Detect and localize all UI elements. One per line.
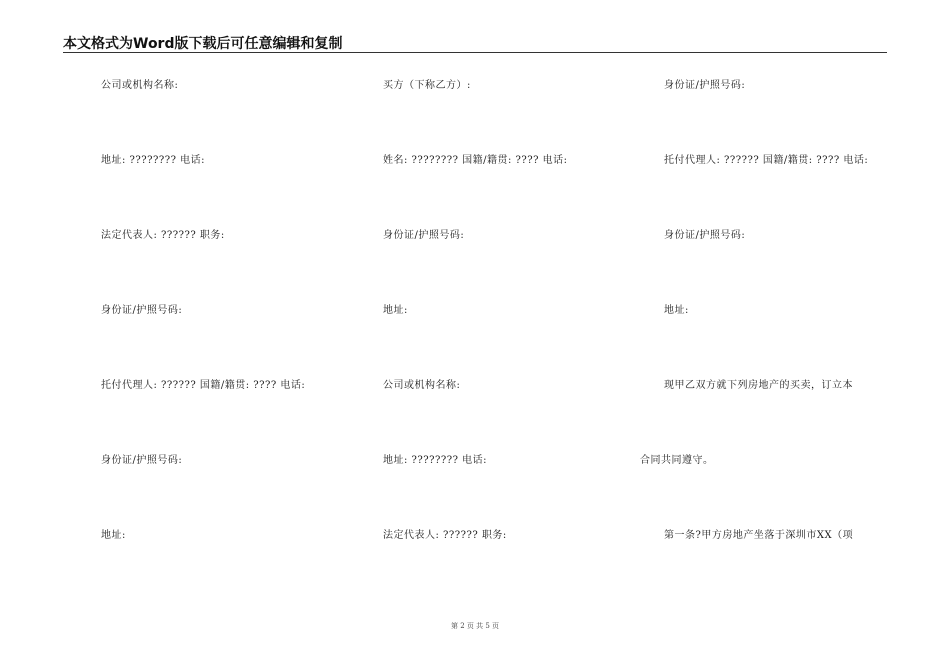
page-number-footer: 第 2 页 共 5 页 (450, 622, 500, 630)
col2-address: 地址: (383, 305, 408, 316)
col2-id-passport: 身份证/护照号码: (383, 230, 465, 241)
col3-id-passport: 身份证/护照号码: (664, 80, 746, 91)
col3-agent: 托付代理人: ?????? 国籍/籍贯: ???? 电话: (664, 155, 869, 166)
col1-id-passport: 身份证/护照号码: (101, 305, 183, 316)
col2-legal-representative: 法定代表人: ?????? 职务: (383, 530, 507, 541)
col1-legal-representative: 法定代表人: ?????? 职务: (101, 230, 225, 241)
col2-name-nationality-phone: 姓名: ???????? 国籍/籍贯: ???? 电话: (383, 155, 568, 166)
col1-company-name: 公司或机构名称: (101, 80, 179, 91)
col2-address-phone: 地址: ???????? 电话: (383, 455, 487, 466)
col2-company-name: 公司或机构名称: (383, 380, 461, 391)
col1-agent: 托付代理人: ?????? 国籍/籍贯: ???? 电话: (101, 380, 306, 391)
col3-agreement-continuation: 合同共同遵守。 (640, 455, 714, 466)
col3-address: 地址: (664, 305, 689, 316)
document-header-title: 本文格式为Word版下载后可任意编辑和复制 (63, 36, 343, 52)
col1-address-phone: 地址: ???????? 电话: (101, 155, 205, 166)
col3-id-passport-2: 身份证/护照号码: (664, 230, 746, 241)
header-divider (63, 52, 887, 53)
col1-id-passport-2: 身份证/护照号码: (101, 455, 183, 466)
col3-agreement-intro: 现甲乙双方就下列房地产的买卖，订立本 (664, 380, 853, 391)
col3-article-one: 第一条?甲方房地产坐落于深圳市XX（项 (664, 530, 854, 541)
col2-buyer-heading: 买方（下称乙方）: (383, 80, 471, 91)
col1-address: 地址: (101, 530, 126, 541)
